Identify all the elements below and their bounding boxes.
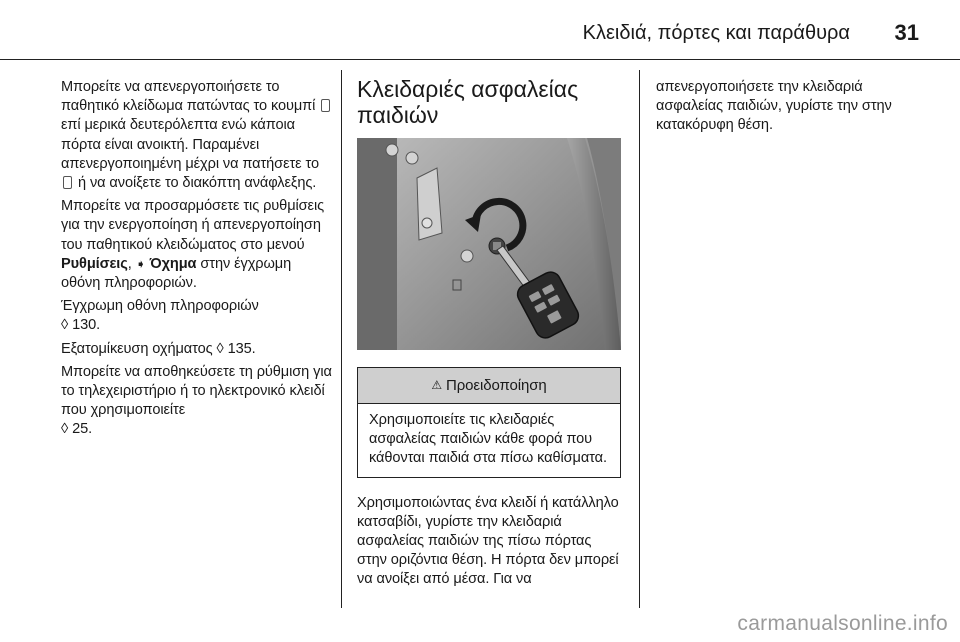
page-number: 31 <box>894 20 919 45</box>
column-divider-left <box>341 70 342 608</box>
chapter-title: Κλειδιά, πόρτες και παράθυρα <box>582 22 850 44</box>
warning-triangle-icon: ⚠ <box>431 377 442 392</box>
paragraph-key-memory: Μπορείτε να αποθηκεύσετε τη ρύθμιση για το τηλεχειριστήριο ή το ηλεκτρονικό κλειδί που χρησιμοποιείτε ◊ 25. <box>61 363 332 438</box>
page-reference-link[interactable]: ◊ 130. <box>61 317 101 334</box>
warning-header <box>358 368 620 404</box>
menu-vehicle-label: Όχημα <box>149 255 197 272</box>
column-divider-right <box>639 70 640 608</box>
header-divider <box>0 59 960 60</box>
paragraph-passive-lock: Μπορείτε να απενεργοποιήσετε το παθητικό κλείδωμα πατώντας το κουμπί επί μερικά δευτερόλεπτα ενώ κάποια πόρτα είναι ανοικτή. Παραμένει απενεργοποιημένη μέχρι να πατήσετε το ή να ανοίξετε το διακόπτη ανάφλεξης. <box>61 78 333 193</box>
lock-button-icon <box>63 176 72 189</box>
paragraph-personalisation-ref: Εξατομίκευση οχήματος ◊ 135. <box>61 340 256 357</box>
page-header <box>0 0 960 60</box>
page-reference-link[interactable]: ◊ 135. <box>216 340 256 357</box>
door-lock-drawing <box>357 138 621 350</box>
column-right <box>656 78 928 140</box>
menu-settings-label: Ρυθμίσεις <box>61 255 128 272</box>
paragraph-child-lock-continued: απενεργοποιήσετε την κλειδαριά ασφαλείας παιδιών, γυρίστε την στην κατακόρυφη θέση. <box>656 79 892 134</box>
warning-title: Προειδοποίηση <box>446 376 547 394</box>
page-reference-link[interactable]: ◊ 25. <box>61 421 93 438</box>
watermark: carmanualsonline.info <box>737 612 948 635</box>
warning-box <box>357 367 621 478</box>
column-left <box>61 78 333 444</box>
paragraph-child-lock-instructions: Χρησιμοποιώντας ένα κλειδί ή κατάλληλο κατσαβίδι, γυρίστε την κλειδαριά ασφαλείας παιδιών της πίσω πόρτας στην οριζόντια θέση. Η πόρτα δεν μπορεί να ανοίξει από μέσα. Για να <box>357 494 619 588</box>
column-middle <box>357 76 625 594</box>
warning-text: Χρησιμοποιείτε τις κλειδαριές ασφαλείας παιδιών κάθε φορά που κάθονται παιδιά στα πίσω καθίσματα. <box>369 412 607 467</box>
section-title: Κλειδαριές ασφαλείας παιδιών <box>357 76 579 128</box>
menu-arrow-icon: ➧ <box>135 256 146 271</box>
unlock-button-icon <box>321 99 330 112</box>
paragraph-settings-menu: Μπορείτε να προσαρμόσετε τις ρυθμίσεις για την ενεργοποίηση ή απενεργοποίηση του παθητικού κλειδώματος στο μενού Ρυθμίσεις, ➧ Όχημα στην έγχρωμη οθόνη πληροφοριών. <box>61 198 325 292</box>
child-lock-illustration <box>357 138 621 350</box>
paragraph-info-display-ref: Έγχρωμη οθόνη πληροφοριών ◊ 130. <box>61 298 259 334</box>
